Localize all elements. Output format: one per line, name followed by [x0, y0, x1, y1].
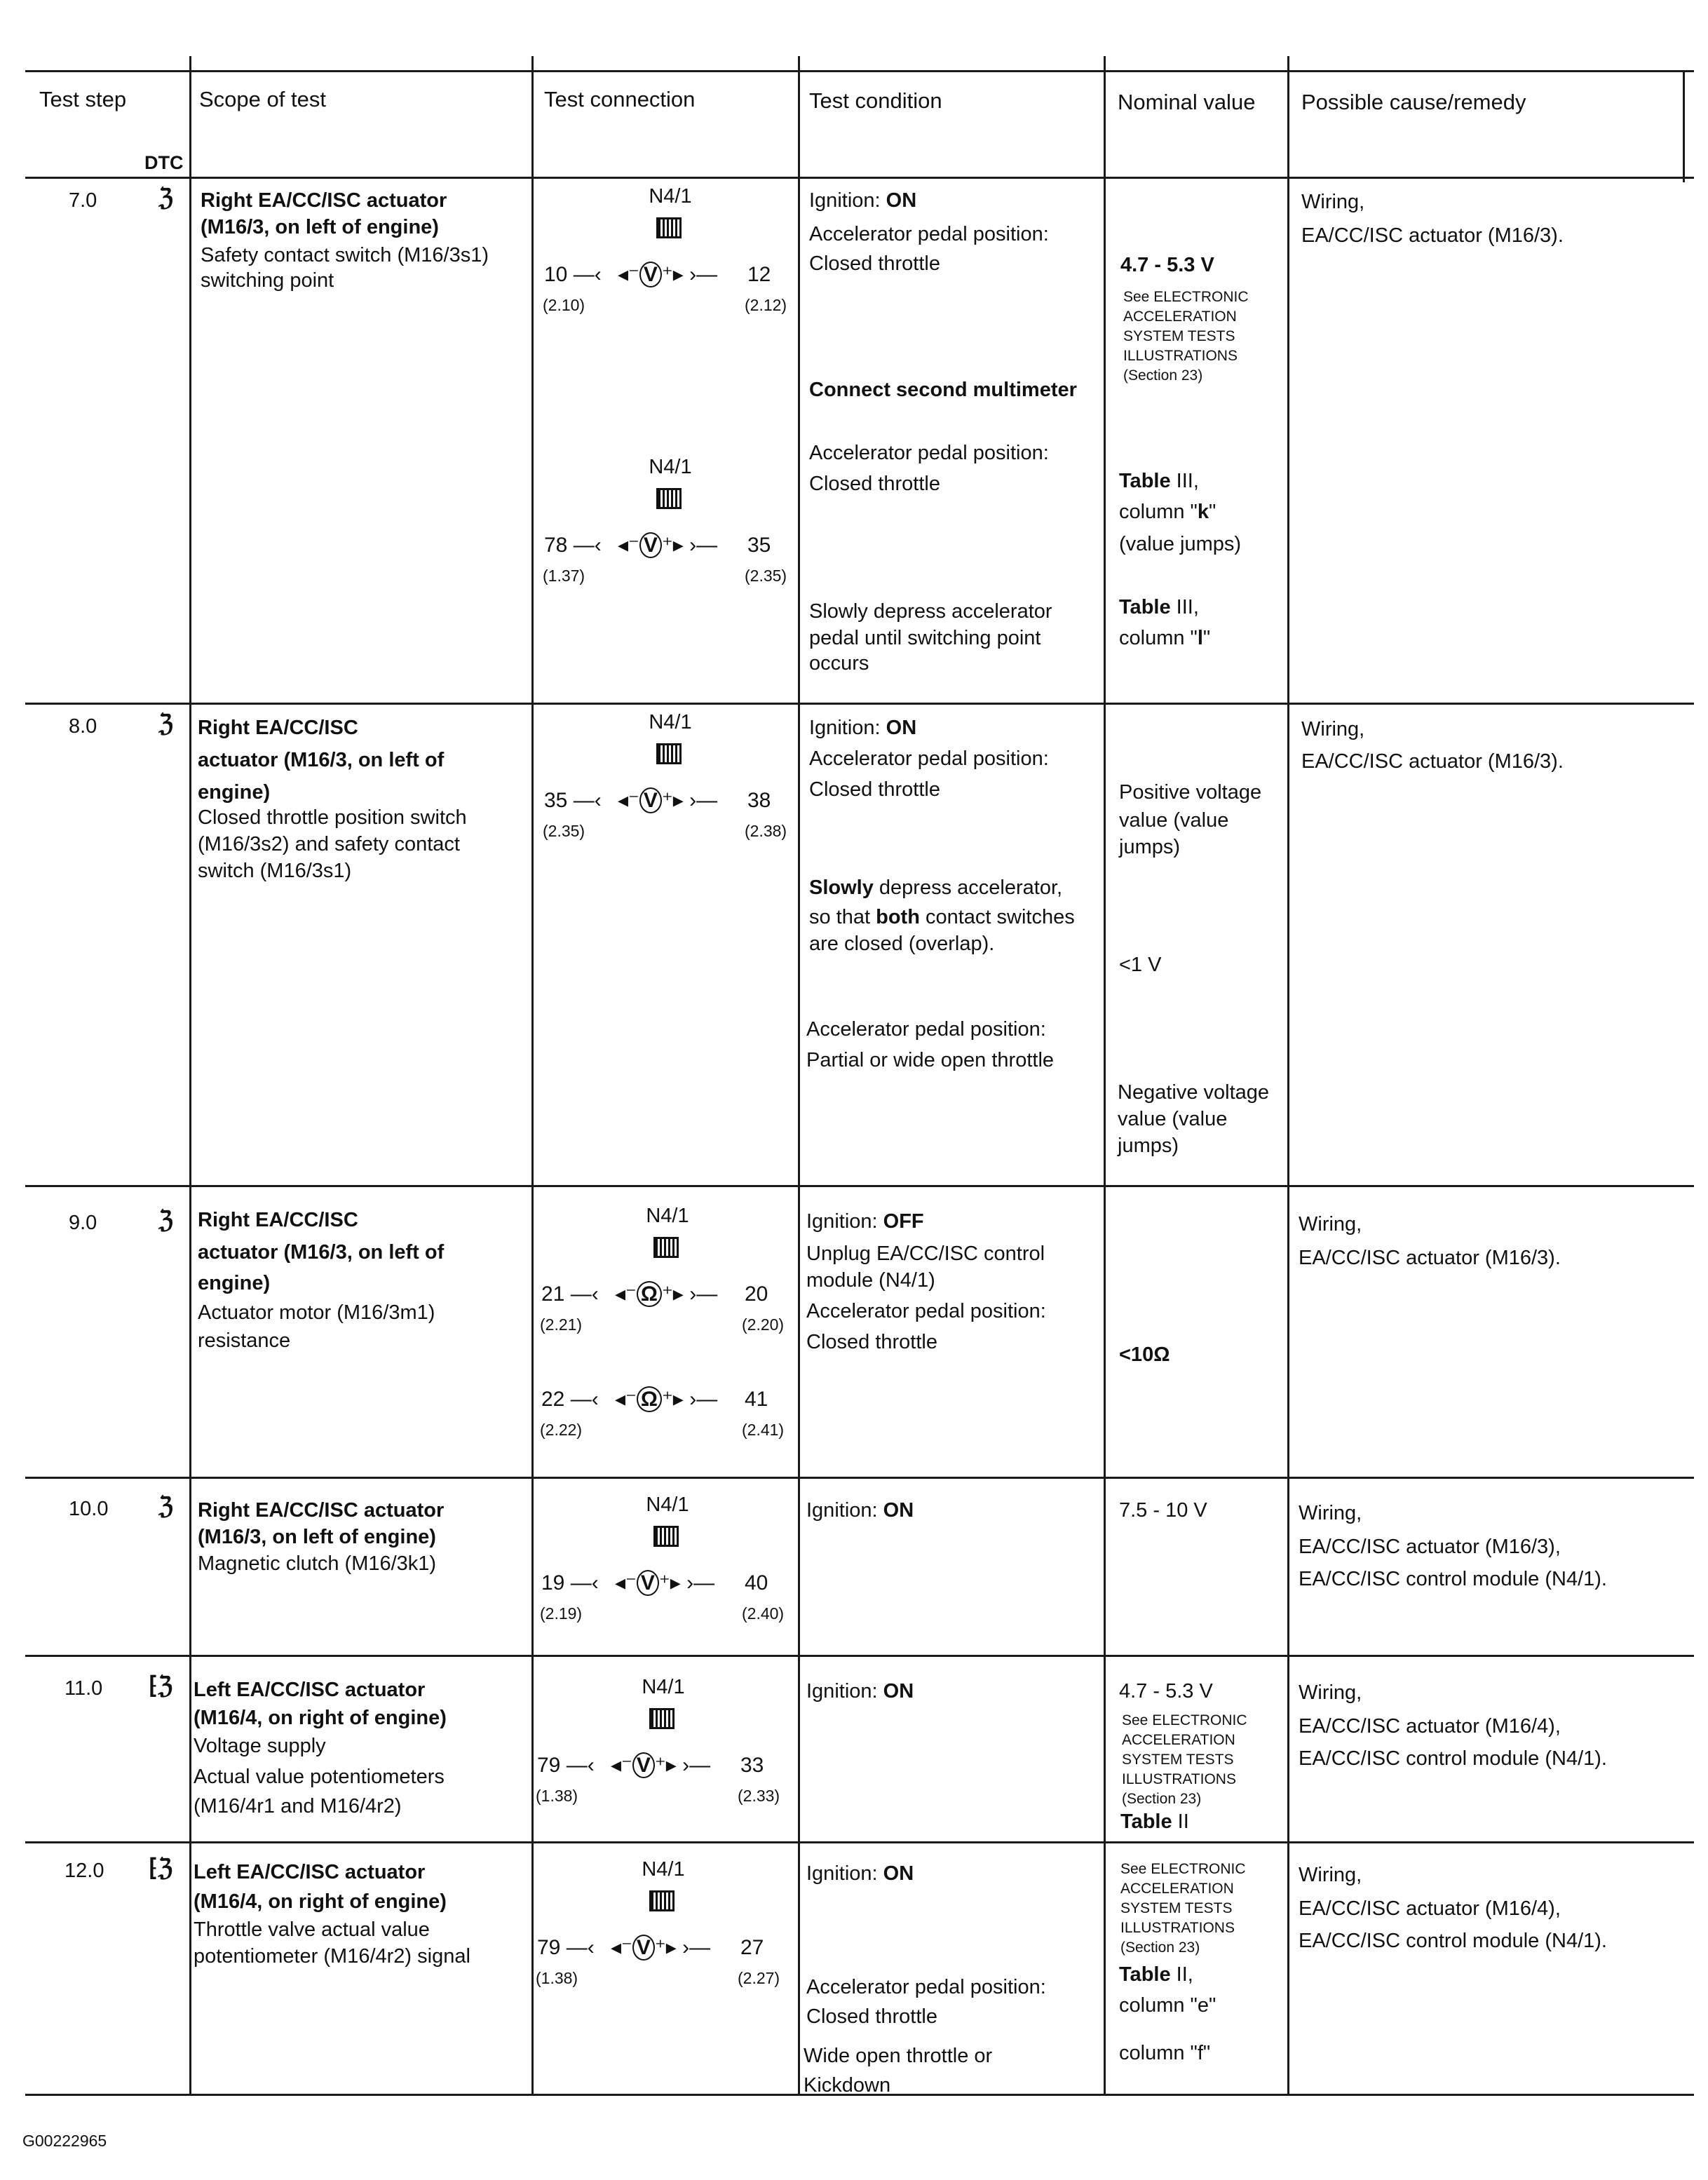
connector-label: N4/1	[649, 456, 692, 478]
pin-left-sub: (2.10)	[543, 296, 585, 314]
row-step: 10.0	[69, 1498, 109, 1520]
scope-text: Magnetic clutch (M16/3k1)	[198, 1552, 437, 1575]
pin-left: 22	[541, 1388, 565, 1411]
condition-line: so that both contact switches	[809, 906, 1075, 928]
pin-right: 12	[747, 263, 771, 286]
dtc-symbol: ℨ	[158, 1207, 173, 1233]
scope-title: (M16/3, on left of engine)	[198, 1526, 436, 1548]
condition-line: Ignition: ON	[806, 1680, 914, 1702]
condition-line: Ignition: ON	[809, 717, 917, 739]
header-connection: Test connection	[544, 87, 696, 111]
dtc-symbol: ℨ	[158, 710, 173, 737]
nominal-note: ILLUSTRATIONS	[1122, 1771, 1236, 1787]
header-nominal: Nominal value	[1118, 90, 1256, 114]
pin-left: 21	[541, 1282, 565, 1306]
pin-right-sub: (2.35)	[745, 567, 787, 585]
nominal-note: SYSTEM TESTS	[1120, 1900, 1233, 1916]
nominal-value: Table III,	[1119, 596, 1199, 618]
connector-plug-icon	[656, 488, 682, 509]
scope-title: (M16/4, on right of engine)	[194, 1707, 447, 1729]
nominal-note: See ELECTRONIC	[1122, 1712, 1247, 1728]
row-step: 12.0	[65, 1860, 104, 1882]
scope-text: switch (M16/3s1)	[198, 860, 352, 882]
connection-diagram: N4/1 79 —‹ ◂⁻ V ⁺▸ ›— 33 (1.38) (2.33)	[530, 1674, 797, 1815]
scope-text: Actuator motor (M16/3m1)	[198, 1301, 435, 1324]
pin-right: 41	[745, 1388, 768, 1411]
condition-line: Slowly depress accelerator,	[809, 876, 1063, 899]
connector-label: N4/1	[642, 1676, 685, 1698]
nominal-value: value (value	[1119, 809, 1229, 832]
nominal-value: Table II,	[1119, 1963, 1193, 1986]
scope-title: actuator (M16/3, on left of	[198, 1241, 445, 1264]
pin-right-sub: (2.33)	[738, 1787, 780, 1805]
remedy-line: Wiring,	[1299, 1213, 1362, 1235]
nominal-note: SYSTEM TESTS	[1123, 328, 1235, 344]
remedy-line: EA/CC/ISC actuator (M16/3),	[1299, 1536, 1561, 1558]
table-top-rule	[25, 70, 1694, 72]
voltmeter-icon: V	[639, 787, 662, 813]
pin-left-sub: (1.38)	[536, 1969, 578, 1987]
nominal-value: Positive voltage	[1119, 781, 1262, 804]
pin-right: 27	[740, 1936, 764, 1959]
table-right-border	[1683, 70, 1685, 182]
row-step: 9.0	[69, 1212, 97, 1234]
nominal-value: value (value	[1118, 1108, 1228, 1130]
connector-label: N4/1	[642, 1858, 685, 1881]
remedy-line: EA/CC/ISC actuator (M16/3).	[1301, 224, 1564, 247]
condition-line: Ignition: ON	[809, 189, 917, 212]
condition-line: Closed throttle	[809, 778, 940, 801]
condition-line: are closed (overlap).	[809, 933, 995, 955]
nominal-note: (Section 23)	[1122, 1791, 1202, 1807]
condition-line: Partial or wide open throttle	[806, 1049, 1055, 1071]
scope-text: Voltage supply	[194, 1735, 326, 1757]
header-bottom-rule	[25, 177, 1694, 179]
condition-line: Connect second multimeter	[809, 379, 1077, 401]
scope-text: Actual value potentiometers	[194, 1766, 445, 1788]
condition-line: module (N4/1)	[806, 1269, 935, 1292]
scope-title: engine)	[198, 781, 271, 804]
condition-line: Ignition: ON	[806, 1499, 914, 1522]
nominal-value: 4.7 - 5.3 V	[1119, 1680, 1213, 1702]
condition-line: Accelerator pedal position:	[806, 1300, 1046, 1322]
connector-plug-icon	[649, 1890, 675, 1911]
ohmmeter-icon: Ω	[637, 1281, 662, 1307]
nominal-value: jumps)	[1119, 836, 1181, 858]
scope-title: Right EA/CC/ISC	[198, 1209, 358, 1231]
connector-plug-icon	[653, 1237, 679, 1258]
row-divider	[25, 703, 1694, 705]
connector-plug-icon	[656, 743, 682, 764]
remedy-line: EA/CC/ISC actuator (M16/3).	[1301, 750, 1564, 773]
condition-line: Accelerator pedal position:	[809, 223, 1049, 245]
scope-title: (M16/4, on right of engine)	[194, 1890, 447, 1913]
condition-line: Wide open throttle or	[804, 2045, 993, 2067]
voltmeter-icon: V	[639, 532, 662, 558]
condition-line: Closed throttle	[806, 1331, 937, 1353]
connector-plug-icon	[653, 1526, 679, 1547]
header-remedy: Possible cause/remedy	[1301, 90, 1526, 114]
column-divider	[798, 56, 800, 2095]
condition-line: Closed throttle	[809, 252, 940, 275]
condition-line: Accelerator pedal position:	[809, 442, 1049, 464]
remedy-line: EA/CC/ISC actuator (M16/3).	[1299, 1247, 1561, 1269]
connector-label: N4/1	[649, 711, 692, 733]
ohm-icon: Ω	[1153, 1343, 1170, 1366]
scope-title: Right EA/CC/ISC actuator	[201, 189, 447, 212]
row-divider	[25, 1477, 1694, 1479]
row-step: 11.0	[65, 1677, 103, 1700]
nominal-value: Table III,	[1119, 470, 1199, 492]
nominal-note: ACCELERATION	[1123, 309, 1237, 325]
dtc-symbol: ℨ	[158, 184, 173, 211]
nominal-note: See ELECTRONIC	[1120, 1861, 1246, 1877]
nominal-value: column "e"	[1119, 1994, 1216, 2017]
remedy-line: Wiring,	[1299, 1864, 1362, 1886]
scope-text: Closed throttle position switch	[198, 806, 467, 829]
condition-line: Closed throttle	[806, 2005, 937, 2028]
scope-title: Left EA/CC/ISC actuator	[194, 1679, 426, 1701]
remedy-line: EA/CC/ISC control module (N4/1).	[1299, 1568, 1607, 1590]
nominal-note: ILLUSTRATIONS	[1123, 348, 1238, 364]
pin-left: 35	[544, 789, 568, 812]
pin-right-sub: (2.41)	[742, 1421, 785, 1439]
condition-line: Ignition: ON	[806, 1862, 914, 1885]
nominal-note: (Section 23)	[1123, 367, 1203, 384]
condition-line: Ignition: OFF	[806, 1210, 924, 1233]
nominal-value: jumps)	[1118, 1135, 1179, 1157]
connector-plug-icon	[656, 217, 682, 238]
scope-title: Right EA/CC/ISC actuator	[198, 1499, 445, 1522]
scope-text: Safety contact switch (M16/3s1)	[201, 244, 489, 266]
remedy-line: EA/CC/ISC actuator (M16/4),	[1299, 1715, 1561, 1738]
pin-right-sub: (2.20)	[742, 1315, 785, 1334]
pin-left: 79	[537, 1754, 561, 1777]
column-divider	[1287, 56, 1289, 2095]
header-dtc: DTC	[144, 152, 184, 173]
row-step: 8.0	[69, 715, 97, 738]
pin-right-sub: (2.38)	[745, 822, 787, 840]
condition-line: Accelerator pedal position:	[809, 747, 1049, 770]
connection-diagram: N4/1 19 —‹ ◂⁻ V ⁺▸ ›— 40 (2.19) (2.40)	[534, 1492, 801, 1632]
remedy-line: Wiring,	[1299, 1681, 1362, 1704]
condition-line: Kickdown	[804, 2074, 891, 2097]
header-condition: Test condition	[809, 88, 942, 113]
nominal-note: ILLUSTRATIONS	[1120, 1920, 1235, 1936]
remedy-line: Wiring,	[1301, 718, 1365, 740]
pin-left: 19	[541, 1571, 565, 1595]
nominal-value: column "f"	[1119, 2042, 1211, 2064]
nominal-note: ACCELERATION	[1122, 1732, 1235, 1748]
nominal-value: column "k"	[1119, 501, 1216, 523]
pin-left-sub: (2.35)	[543, 822, 585, 840]
condition-line: Unplug EA/CC/ISC control	[806, 1243, 1045, 1265]
remedy-line: Wiring,	[1301, 191, 1365, 213]
voltmeter-icon: V	[639, 262, 662, 287]
dtc-symbol: ℨ	[158, 1493, 173, 1519]
condition-line: occurs	[809, 652, 869, 675]
nominal-note: SYSTEM TESTS	[1122, 1752, 1234, 1768]
condition-line: Slowly depress accelerator	[809, 600, 1052, 623]
pin-left: 10	[544, 263, 568, 286]
connection-diagram: N4/1 21 —‹ ◂⁻ Ω ⁺▸ ›— 20 (2.21) (2.20)	[534, 1203, 801, 1343]
pin-left-sub: (1.37)	[543, 567, 585, 585]
voltmeter-icon: V	[637, 1570, 659, 1596]
remedy-line: EA/CC/ISC control module (N4/1).	[1299, 1747, 1607, 1770]
nominal-value: (value jumps)	[1119, 533, 1242, 555]
pin-right-sub: (2.27)	[738, 1969, 780, 1987]
condition-line: Closed throttle	[809, 473, 940, 495]
nominal-note: (Section 23)	[1120, 1939, 1200, 1956]
pin-right-sub: (2.12)	[745, 296, 787, 314]
condition-line: pedal until switching point	[809, 627, 1041, 649]
remedy-line: EA/CC/ISC control module (N4/1).	[1299, 1930, 1607, 1952]
row-divider	[25, 1655, 1694, 1657]
dtc-symbol: ⁅ℨ	[149, 1855, 173, 1881]
figure-id: G00222965	[22, 2132, 107, 2150]
pin-right: 33	[740, 1754, 764, 1777]
column-divider	[189, 56, 191, 2095]
voltmeter-icon: V	[632, 1935, 655, 1961]
pin-right: 20	[745, 1282, 768, 1306]
nominal-value: Table II	[1120, 1810, 1189, 1833]
nominal-value: column "l"	[1119, 627, 1211, 649]
connection-diagram: N4/1 35 —‹ ◂⁻ V ⁺▸ ›— 38 (2.35) (2.38)	[537, 710, 804, 850]
connector-plug-icon	[649, 1708, 675, 1729]
column-divider	[1104, 56, 1106, 2095]
scope-text: resistance	[198, 1329, 291, 1352]
pin-left-sub: (2.22)	[540, 1421, 583, 1439]
pin-left-sub: (2.21)	[540, 1315, 583, 1334]
connector-label: N4/1	[649, 185, 692, 208]
pin-right: 38	[747, 789, 771, 812]
scope-text: switching point	[201, 269, 334, 292]
nominal-value: 4.7 - 5.3 V	[1120, 254, 1214, 276]
pin-left: 79	[537, 1936, 561, 1959]
pin-left-sub: (2.19)	[540, 1604, 583, 1623]
connection-diagram: N4/1 79 —‹ ◂⁻ V ⁺▸ ›— 27 (1.38) (2.27)	[530, 1857, 797, 1997]
ohmmeter-icon: Ω	[637, 1386, 662, 1412]
connection-diagram: N4/1 78 —‹ ◂⁻ V ⁺▸ ›— 35 (1.37) (2.35)	[537, 454, 804, 595]
row-divider	[25, 1841, 1694, 1843]
connection-diagram: N4/1 10 —‹ ◂⁻ V ⁺▸ ›— 12 (2.10) (2.12)	[537, 184, 804, 324]
scope-text: (M16/3s2) and safety contact	[198, 833, 460, 855]
scope-text: (M16/4r1 and M16/4r2)	[194, 1795, 402, 1817]
connector-label: N4/1	[646, 1494, 689, 1516]
remedy-line: Wiring,	[1299, 1502, 1362, 1524]
pin-right-sub: (2.40)	[742, 1604, 785, 1623]
row-step: 7.0	[69, 189, 97, 212]
nominal-value: <10Ω	[1119, 1343, 1170, 1366]
dtc-symbol: ⁅ℨ	[149, 1672, 173, 1699]
pin-left-sub: (1.38)	[536, 1787, 578, 1805]
voltmeter-icon: V	[632, 1752, 655, 1778]
nominal-value: <1 V	[1119, 954, 1162, 976]
scope-title: actuator (M16/3, on left of	[198, 749, 445, 771]
nominal-note: ACCELERATION	[1120, 1881, 1234, 1897]
header-test-step: Test step	[39, 87, 127, 111]
header-scope: Scope of test	[199, 87, 326, 111]
nominal-note: See ELECTRONIC	[1123, 289, 1249, 305]
row-divider	[25, 1185, 1694, 1187]
scope-text: Throttle valve actual value	[194, 1918, 430, 1941]
condition-line: Accelerator pedal position:	[806, 1976, 1046, 1998]
connector-label: N4/1	[646, 1205, 689, 1227]
pin-right: 40	[745, 1571, 768, 1595]
connection-diagram: 22 —‹ ◂⁻ Ω ⁺▸ ›— 41 (2.22) (2.41)	[534, 1308, 801, 1449]
nominal-value: Negative voltage	[1118, 1081, 1270, 1104]
scope-title: (M16/3, on left of engine)	[201, 216, 439, 238]
scope-title: Left EA/CC/ISC actuator	[194, 1861, 426, 1883]
condition-line: Accelerator pedal position:	[806, 1018, 1046, 1041]
pin-left: 78	[544, 534, 568, 557]
scope-text: potentiometer (M16/4r2) signal	[194, 1945, 470, 1968]
nominal-value: 7.5 - 10 V	[1119, 1499, 1207, 1522]
remedy-line: EA/CC/ISC actuator (M16/4),	[1299, 1897, 1561, 1920]
pin-right: 35	[747, 534, 771, 557]
scope-title: Right EA/CC/ISC	[198, 717, 358, 739]
scope-title: engine)	[198, 1272, 271, 1294]
